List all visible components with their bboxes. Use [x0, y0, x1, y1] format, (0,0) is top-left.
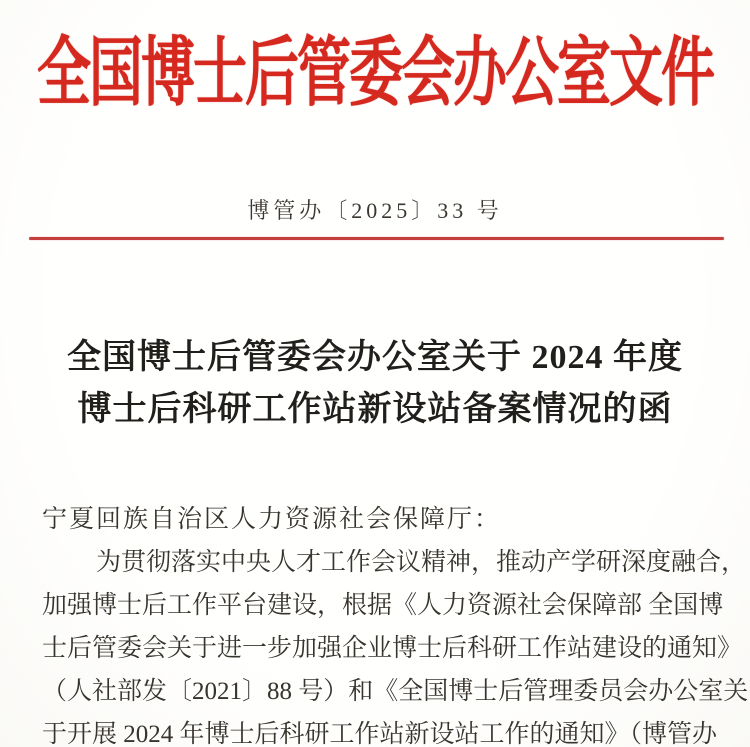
- body-line: 士后管委会关于进一步加强企业博士后科研工作站建设的通知》: [42, 635, 743, 662]
- letterhead-issuer-title: 全国博士后管委会办公室文件: [37, 31, 713, 116]
- body-line: 于开展 2024 年博士后科研工作站新设站工作的通知》（博管办: [42, 721, 718, 747]
- document-title-line2: 博士后科研工作站新设站备案情况的函: [77, 391, 673, 428]
- letterhead-divider-rule: [29, 237, 724, 240]
- body-line: 为贯彻落实中央人才工作会议精神，推动产学研深度融合，: [96, 549, 747, 576]
- document-title-line1: 全国博士后管委会办公室关于 2024 年度: [67, 339, 683, 376]
- addressee-line: 宁夏回族自治区人力资源社会保障厅：: [42, 506, 502, 533]
- document-title: [0, 332, 750, 436]
- document-number: 博管办〔2025〕33 号: [247, 198, 503, 223]
- body-line: （人社部发〔2021〕88 号）和《全国博士后管理委员会办公室关: [42, 678, 749, 705]
- letter-body: [42, 498, 749, 747]
- body-line: 加强博士后工作平台建设，根据《人力资源社会保障部 全国博: [42, 592, 724, 619]
